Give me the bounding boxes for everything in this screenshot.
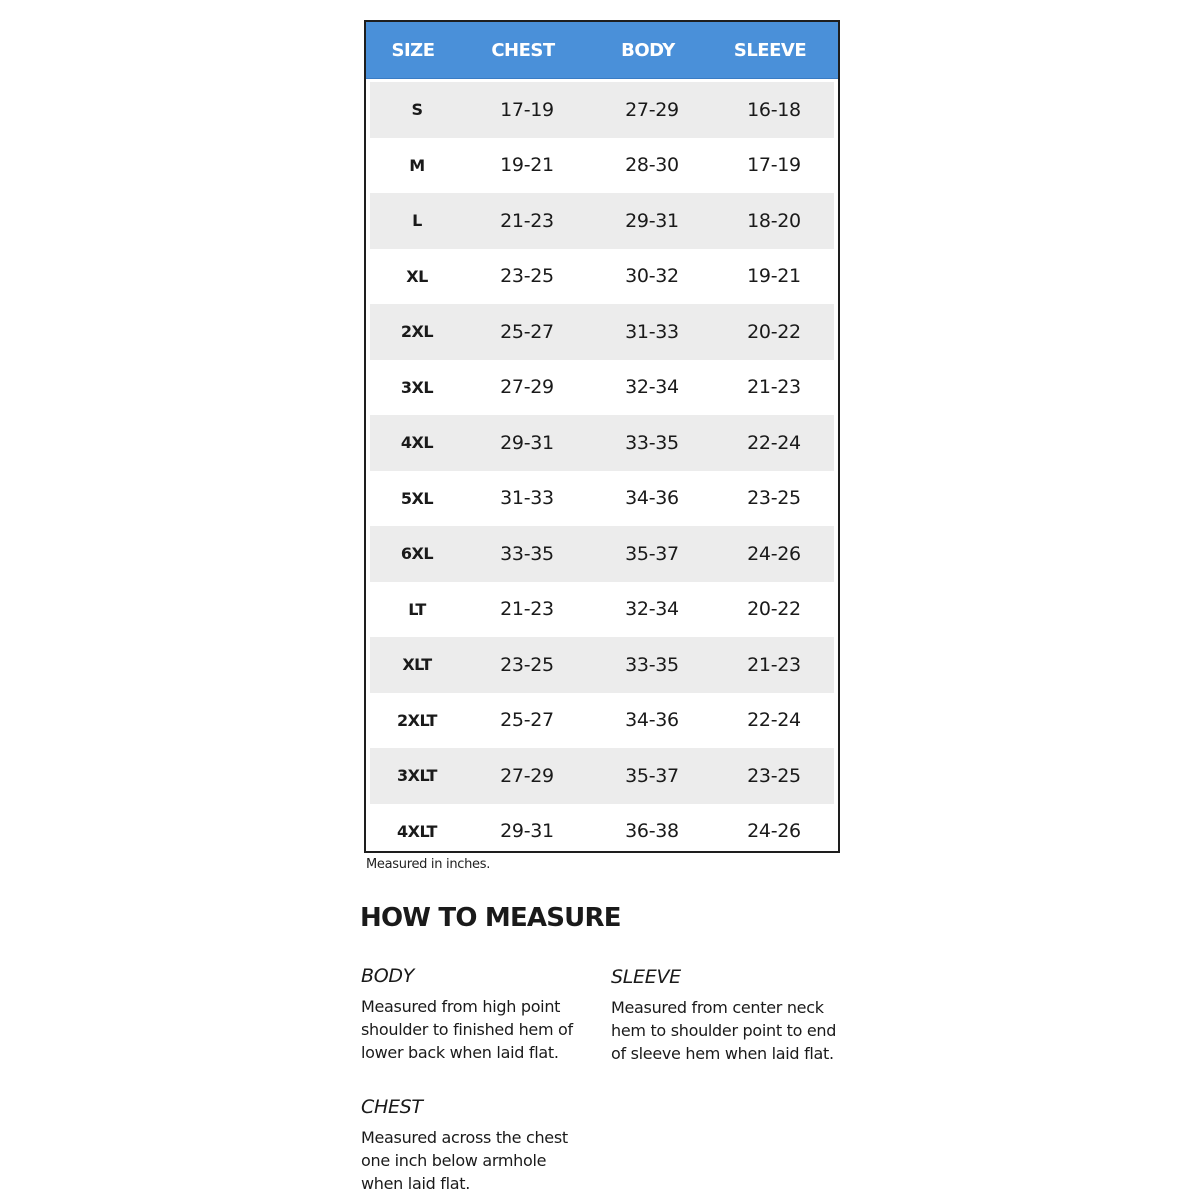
body-cell: 32-34: [625, 598, 679, 621]
chest-cell: 29-31: [500, 431, 554, 454]
chest-cell: 25-27: [500, 320, 554, 343]
chest-cell: 29-31: [500, 820, 554, 843]
sleeve-cell: 20-22: [747, 320, 801, 343]
table-body: [366, 79, 838, 859]
size-cell: XL: [406, 266, 428, 286]
size-cell: 3XLT: [397, 766, 437, 786]
size-cell: 6XL: [400, 544, 434, 564]
table-row: [370, 415, 834, 471]
sleeve-measure-section: [611, 966, 851, 1065]
sleeve-cell: 17-19: [747, 154, 801, 177]
body-cell: 34-36: [625, 709, 679, 732]
chest-line: Measured across the chest: [361, 1128, 568, 1147]
body-measure-section: [361, 965, 591, 1064]
header-chest: CHEST: [491, 39, 555, 61]
body-cell: 36-38: [625, 820, 679, 843]
chest-cell: 23-25: [500, 653, 554, 676]
chest-line: one inch below armhole: [361, 1151, 547, 1170]
table-header: [366, 22, 838, 79]
sleeve-cell: 21-23: [747, 653, 801, 676]
chest-cell: 17-19: [500, 98, 554, 121]
size-cell: 4XL: [400, 433, 434, 453]
sleeve-cell: 18-20: [747, 209, 801, 232]
size-cell: L: [412, 211, 422, 231]
chest-cell: 21-23: [500, 209, 554, 232]
sleeve-cell: 24-26: [747, 820, 801, 843]
table-row: [370, 526, 834, 582]
sleeve-cell: 20-22: [747, 598, 801, 621]
table-row: [370, 82, 834, 138]
table-row: [370, 582, 834, 638]
body-cell: 35-37: [625, 764, 679, 787]
body-cell: 35-37: [625, 542, 679, 565]
header-sleeve: SLEEVE: [733, 39, 807, 61]
chest-cell: 33-35: [500, 542, 554, 565]
table-row: [370, 249, 834, 305]
size-cell: LT: [408, 599, 426, 619]
chest-cell: 21-23: [500, 598, 554, 621]
table-row: [370, 193, 834, 249]
header-size: SIZE: [391, 39, 435, 61]
table-row: [370, 471, 834, 527]
sleeve-cell: 22-24: [747, 709, 801, 732]
body-line: Measured from high point: [361, 997, 561, 1016]
sleeve-cell: 21-23: [747, 376, 801, 399]
size-cell: 2XL: [400, 322, 434, 342]
table-row: [370, 304, 834, 360]
sleeve-description: [611, 996, 851, 1065]
chest-cell: 31-33: [500, 487, 554, 510]
chest-cell: 27-29: [500, 764, 554, 787]
body-cell: 32-34: [625, 376, 679, 399]
chest-description: [361, 1126, 591, 1195]
chest-heading: CHEST: [361, 1096, 423, 1118]
body-cell: 31-33: [625, 320, 679, 343]
size-cell: 5XL: [400, 488, 434, 508]
table-row: [370, 748, 834, 804]
body-cell: 28-30: [625, 154, 679, 177]
sleeve-cell: 19-21: [747, 265, 801, 288]
header-body: BODY: [621, 39, 675, 61]
chest-cell: 19-21: [500, 154, 554, 177]
size-cell: 4XLT: [397, 821, 437, 841]
chest-measure-section: [361, 1096, 591, 1195]
body-line: lower back when laid flat.: [361, 1043, 559, 1062]
sleeve-cell: 23-25: [747, 764, 801, 787]
body-cell: 27-29: [625, 98, 679, 121]
size-chart-table: [364, 20, 840, 853]
sleeve-cell: 16-18: [747, 98, 801, 121]
sleeve-line: of sleeve hem when laid flat.: [611, 1044, 834, 1063]
size-cell: M: [409, 155, 425, 175]
table-row: [370, 138, 834, 194]
table-row: [370, 360, 834, 416]
chest-cell: 23-25: [500, 265, 554, 288]
sleeve-cell: 23-25: [747, 487, 801, 510]
body-description: [361, 995, 591, 1064]
how-to-measure-title: HOW TO MEASURE: [360, 903, 621, 933]
table-row: [370, 637, 834, 693]
body-cell: 30-32: [625, 265, 679, 288]
sleeve-cell: 24-26: [747, 542, 801, 565]
sleeve-heading: SLEEVE: [611, 966, 681, 988]
size-cell: 3XL: [400, 377, 434, 397]
sleeve-line: Measured from center neck: [611, 998, 824, 1017]
body-cell: 33-35: [625, 653, 679, 676]
table-row: [370, 693, 834, 749]
body-line: shoulder to finished hem of: [361, 1020, 573, 1039]
body-heading: BODY: [361, 965, 415, 987]
body-cell: 34-36: [625, 487, 679, 510]
size-cell: XLT: [402, 655, 432, 675]
body-cell: 29-31: [625, 209, 679, 232]
body-cell: 33-35: [625, 431, 679, 454]
chest-cell: 25-27: [500, 709, 554, 732]
sleeve-line: hem to shoulder point to end: [611, 1021, 837, 1040]
chest-line: when laid flat.: [361, 1174, 470, 1193]
sleeve-cell: 22-24: [747, 431, 801, 454]
size-cell: S: [411, 100, 423, 120]
chest-cell: 27-29: [500, 376, 554, 399]
units-note: Measured in inches.: [366, 857, 491, 872]
table-row: [370, 804, 834, 860]
size-cell: 2XLT: [397, 710, 437, 730]
